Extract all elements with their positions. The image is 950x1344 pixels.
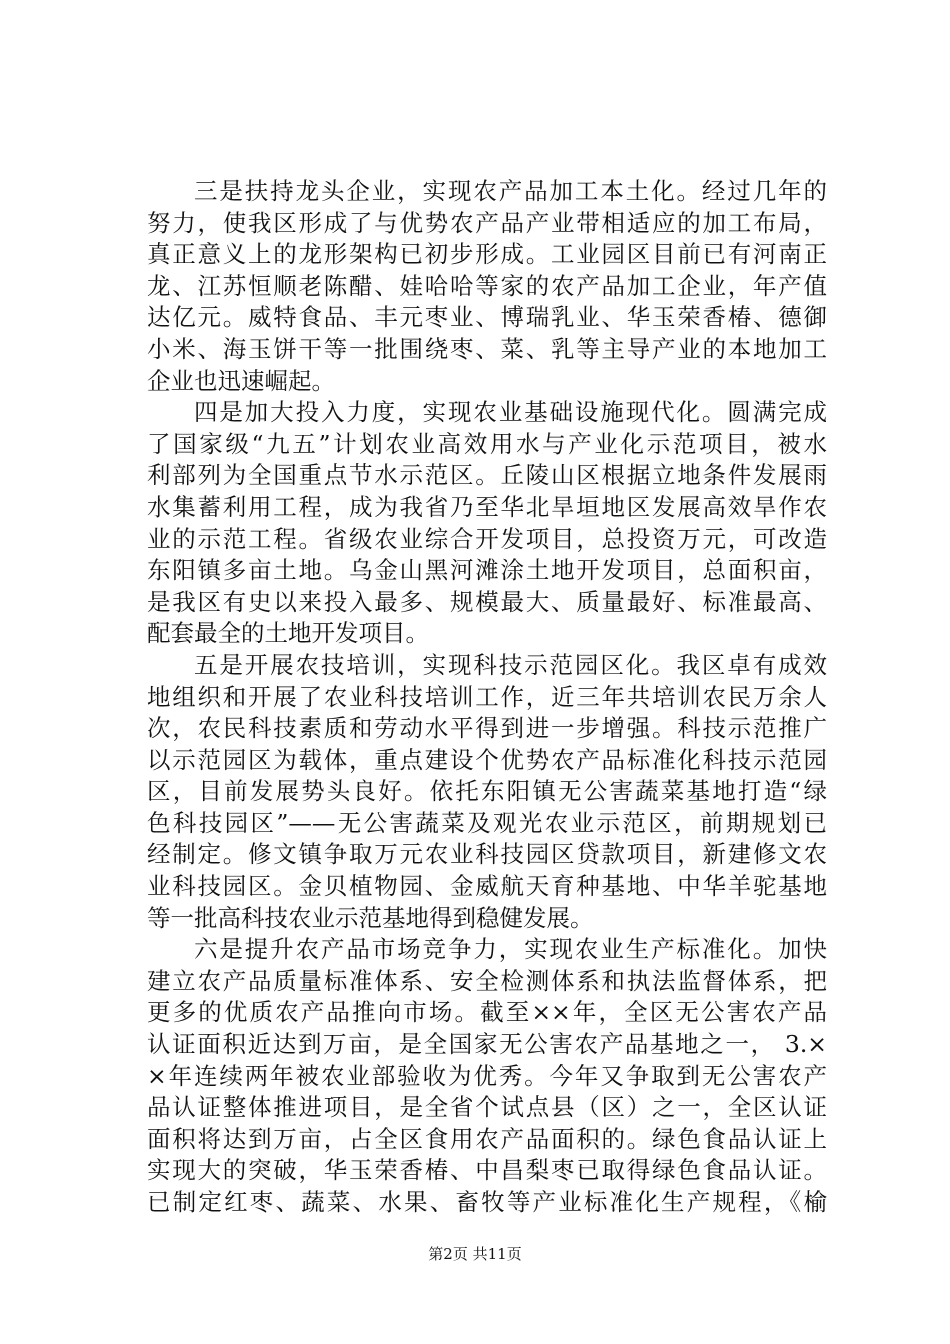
document-body: [147, 176, 827, 1219]
text-line: 水集蓄利用工程，成为我省乃至华北旱垣地区发展高效旱作农: [147, 492, 827, 521]
text-line: 更多的优质农产品推向市场。截至××年，全区无公害农产品: [147, 998, 827, 1027]
text-line: 龙、江苏恒顺老陈醋、娃哈哈等家的农产品加工企业，年产值: [147, 271, 827, 300]
text-line: 利部列为全国重点节水示范区。丘陵山区根据立地条件发展雨: [147, 461, 827, 490]
text-line: 业的示范工程。省级农业综合开发项目，总投资万元，可改造: [147, 524, 827, 553]
text-line: 色科技园区”——无公害蔬菜及观光农业示范区，前期规划已: [147, 808, 827, 837]
text-line: 了国家级“九五”计划农业高效用水与产业化示范项目，被水: [147, 429, 827, 458]
text-line: 配套最全的土地开发项目。: [147, 619, 429, 648]
text-line: ×年连续两年被农业部验收为优秀。今年又争取到无公害农产: [147, 1061, 827, 1090]
text-line: 六是提升农产品市场竞争力，实现农业生产标准化。加快: [194, 935, 827, 964]
text-line: 小米、海玉饼干等一批围绕枣、菜、乳等主导产业的本地加工: [147, 334, 827, 363]
text-line: 经制定。修文镇争取万元农业科技园区贷款项目，新建修文农: [147, 840, 827, 869]
page-number-footer: 第2页 共11页: [428, 1245, 522, 1263]
text-line: 真正意义上的龙形架构已初步形成。工业园区目前已有河南正: [147, 240, 827, 269]
text-line: 已制定红枣、蔬菜、水果、畜牧等产业标准化生产规程，《榆: [147, 1188, 827, 1216]
text-line: 以示范园区为载体，重点建设个优势农产品标准化科技示范园: [147, 745, 827, 774]
text-line: 是我区有史以来投入最多、规模最大、质量最好、标准最高、: [147, 587, 827, 616]
text-line: 品认证整体推进项目，是全省个试点县（区）之一，全区认证: [147, 1093, 827, 1122]
text-line: 等一批高科技农业示范基地得到稳健发展。: [147, 903, 594, 932]
text-line: 地组织和开展了农业科技培训工作，近三年共培训农民万余人: [147, 682, 827, 711]
text-line: 建立农产品质量标准体系、安全检测体系和执法监督体系，把: [147, 966, 827, 995]
text-line: 五是开展农技培训，实现科技示范园区化。我区卓有成效: [194, 650, 827, 679]
text-line: 四是加大投入力度，实现农业基础设施现代化。圆满完成: [194, 398, 827, 427]
text-line: 区，目前发展势头良好。依托东阳镇无公害蔬菜基地打造“绿: [147, 777, 827, 806]
text-line: 企业也迅速崛起。: [147, 366, 335, 395]
text-line: 三是扶持龙头企业，实现农产品加工本土化。经过几年的: [194, 177, 827, 205]
text-line: 面积将达到万亩，占全区食用农产品面积的。绿色食品认证上: [147, 1124, 827, 1153]
text-line: 业科技园区。金贝植物园、金威航天育种基地、中华羊驼基地: [147, 872, 827, 901]
text-line: 努力，使我区形成了与优势农产品产业带相适应的加工布局，: [147, 208, 827, 237]
text-line: 东阳镇多亩土地。乌金山黑河滩涂土地开发项目，总面积亩，: [147, 556, 827, 585]
text-line: 认证面积近达到万亩，是全国家无公害农产品基地之一， 3.×: [147, 1030, 827, 1059]
text-line: 实现大的突破，华玉荣香椿、中昌梨枣已取得绿色食品认证。: [147, 1156, 827, 1185]
text-line: 次，农民科技素质和劳动水平得到进一步增强。科技示范推广: [147, 714, 827, 743]
text-line: 达亿元。威特食品、丰元枣业、博瑞乳业、华玉荣香椿、德御: [147, 303, 827, 332]
